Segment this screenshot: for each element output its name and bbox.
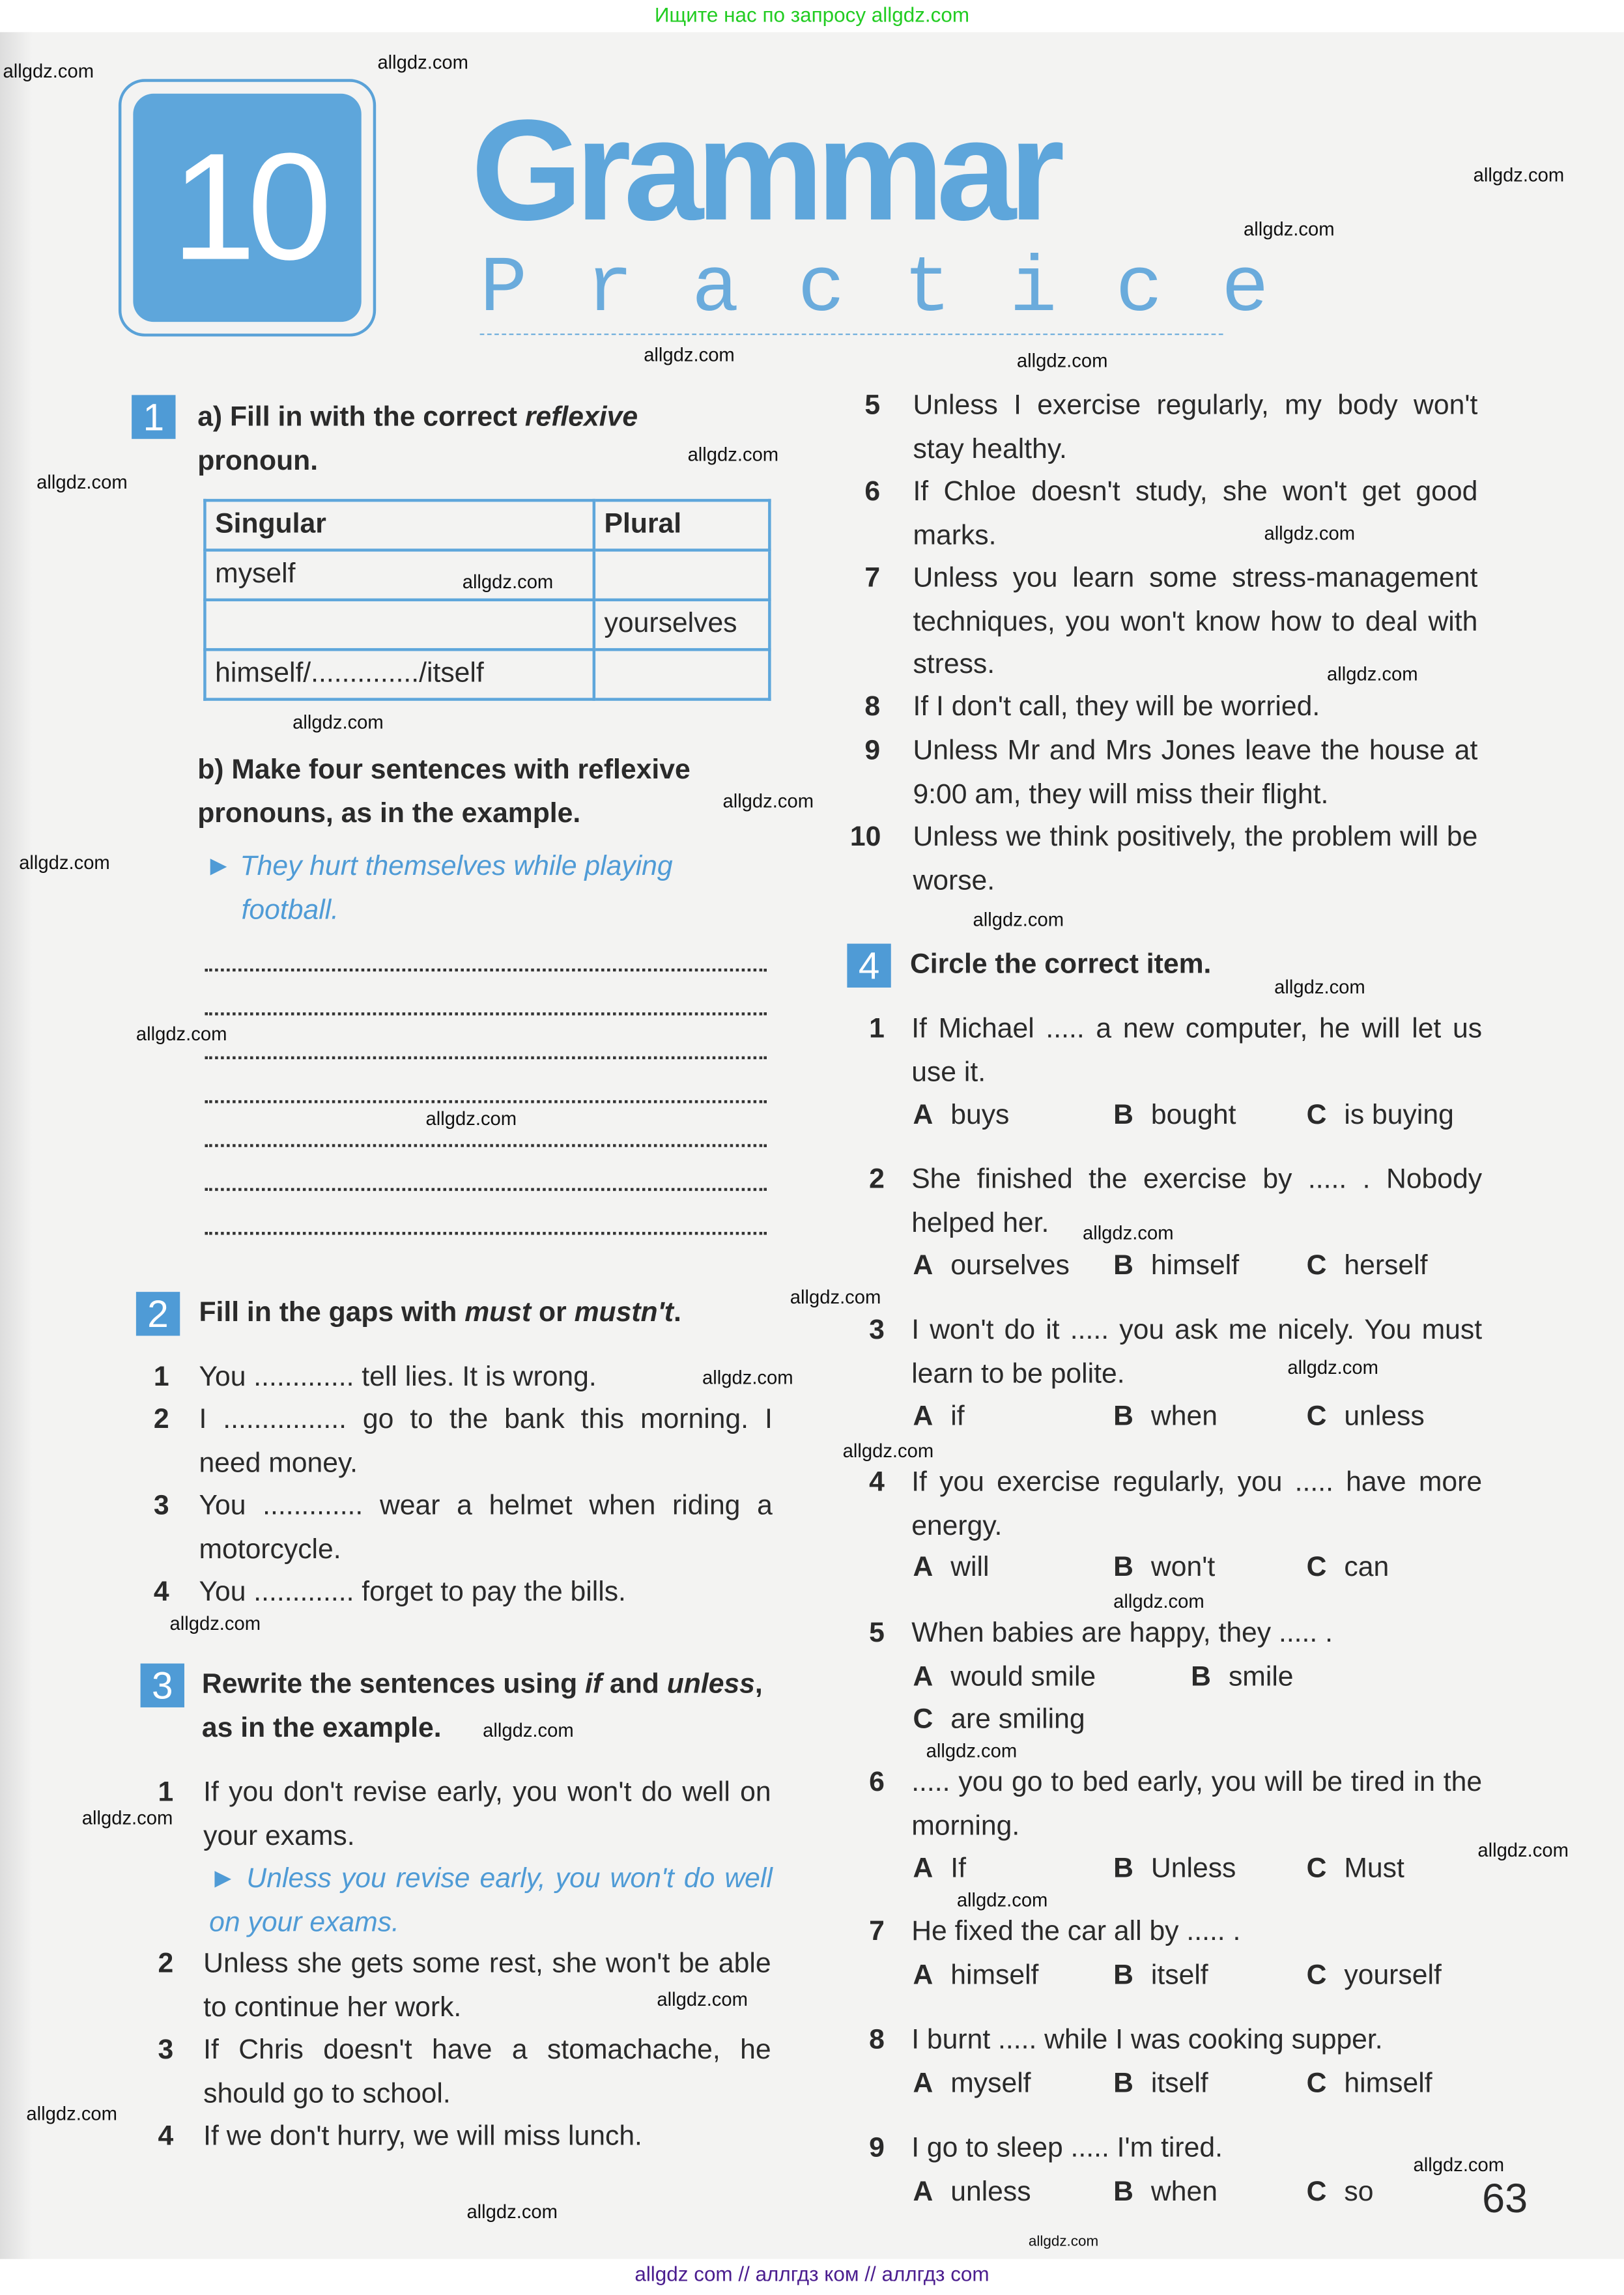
option-letter: A (913, 1401, 933, 1433)
s2-heading-text: Fill in the gaps with (199, 1298, 465, 1329)
watermark: allgdz.com (1016, 349, 1108, 372)
option-letter: B (1113, 2068, 1133, 2100)
s4-question: When babies are happy, they ..... . (911, 1618, 1333, 1649)
watermark: allgdz.com (1473, 164, 1565, 186)
s3-heading-text: and (602, 1669, 667, 1700)
top-banner: Ищите нас по запросу allgdz.com (654, 3, 970, 27)
item-number: 2 (869, 1164, 885, 1195)
s2-heading-em: mustn't (574, 1298, 674, 1329)
title-practice: Practice (479, 246, 1328, 335)
option-text: If (950, 1853, 966, 1885)
option-letter: C (1306, 2176, 1327, 2208)
s3-heading-em: if (585, 1669, 603, 1700)
watermark: allgdz.com (1244, 218, 1335, 240)
table-cell: yourselves (594, 600, 770, 649)
answer-line (205, 1188, 766, 1191)
arrow-icon: ► (209, 1864, 237, 1895)
s4-question: I won't do it ..... you ask me nicely. You must learn to be polite. (911, 1315, 1483, 1390)
item-number: 9 (869, 2133, 885, 2164)
watermark: allgdz.com (26, 2102, 117, 2125)
answer-option[interactable] (1113, 1094, 1236, 1137)
item-number: 4 (153, 1577, 169, 1608)
s4-question: If Michael ..... a new computer, he will let us use it. (911, 1014, 1483, 1088)
watermark: allgdz.com (1413, 2153, 1505, 2176)
title-divider (480, 334, 1223, 335)
watermark: allgdz.com (462, 570, 554, 593)
watermark: allgdz.com (292, 711, 384, 734)
s3-item: Unless she gets some rest, she won't be able to continue her work. (203, 1948, 771, 2023)
option-text: itself (1150, 2068, 1208, 2100)
option-text: unless (950, 2176, 1031, 2208)
item-number: 8 (864, 692, 881, 723)
option-text: won't (1150, 1552, 1216, 1584)
option-text: are smiling (950, 1704, 1085, 1735)
watermark: allgdz.com (1028, 2234, 1099, 2251)
item-number: 10 (849, 822, 881, 853)
watermark: allgdz.com (1274, 976, 1365, 998)
table-cell: himself/............../itself (205, 649, 593, 699)
answer-line (205, 1012, 766, 1015)
answer-option[interactable] (1113, 1245, 1239, 1288)
option-letter: C (1306, 1251, 1327, 1282)
item-number: 1 (153, 1361, 169, 1393)
s2-item: You ............. wear a helmet when riding a motorcycle. (199, 1490, 773, 1565)
answer-option[interactable] (1307, 2171, 1374, 2214)
watermark: allgdz.com (1477, 1839, 1569, 1861)
watermark: allgdz.com (926, 1739, 1018, 1762)
option-letter: B (1113, 1100, 1133, 1132)
answer-option[interactable] (1307, 1848, 1404, 1891)
table-cell-blank (594, 550, 770, 599)
answer-line (205, 1232, 766, 1234)
s1-heading-text: a) Fill in with the correct (197, 402, 525, 433)
s2-heading (199, 1292, 681, 1335)
answer-option[interactable] (913, 2171, 1031, 2214)
watermark: allgdz.com (483, 1718, 574, 1741)
s3-item: Unless you learn some stress-management techniques, you won't know how to deal with stress. (913, 563, 1478, 681)
s3-heading-line2: as in the example. (201, 1713, 442, 1745)
s4-heading: Circle the correct item. (909, 949, 1212, 980)
section-number-1: 1 (132, 395, 175, 438)
s1-heading-b: b) Make four sentences with reflexive (197, 754, 691, 786)
s1-heading-a-line2: pronoun. (197, 446, 319, 478)
option-text: buys (950, 1100, 1010, 1132)
answer-option[interactable] (913, 1396, 964, 1439)
bottom-banner: allgdz com // аллгдз ком // аллгдз com (634, 2262, 990, 2286)
option-letter: C (1306, 2068, 1327, 2100)
option-text: if (950, 1401, 965, 1433)
table-header: Plural (594, 500, 770, 550)
s4-question: She finished the exercise by ..... . Nobody helped her. (911, 1164, 1483, 1239)
item-number: 5 (869, 1618, 885, 1649)
s4-question: If you exercise regularly, you ..... have more energy. (911, 1467, 1483, 1542)
item-number: 2 (153, 1404, 169, 1436)
s3-item: If I don't call, they will be worried. (913, 692, 1320, 723)
answer-option[interactable] (1113, 2063, 1208, 2106)
answer-option[interactable] (913, 1848, 966, 1891)
s3-heading-em: unless (666, 1669, 755, 1700)
section-number-3: 3 (141, 1664, 184, 1707)
item-number: 7 (864, 563, 881, 594)
item-number: 1 (158, 1777, 174, 1808)
watermark: allgdz.com (702, 1366, 793, 1389)
table-header: Singular (205, 500, 593, 550)
answer-line (205, 969, 766, 971)
watermark: allgdz.com (722, 790, 814, 812)
option-letter: A (913, 1853, 933, 1885)
s3-heading-text: Rewrite the sentences using (201, 1669, 586, 1700)
option-letter: B (1191, 1662, 1212, 1693)
s3-item: Unless I exercise regularly, my body won't stay healthy. (913, 390, 1478, 465)
option-text: so (1344, 2176, 1374, 2208)
answer-option[interactable] (913, 1547, 989, 1589)
option-text: would smile (950, 1662, 1096, 1693)
s2-heading-text: . (673, 1298, 681, 1329)
watermark: allgdz.com (19, 851, 110, 874)
unit-number: 10 (133, 94, 361, 322)
watermark: allgdz.com (956, 1889, 1048, 1911)
s2-item: You ............. tell lies. It is wrong. (199, 1361, 597, 1393)
option-text: ourselves (950, 1251, 1070, 1282)
option-text: unless (1344, 1401, 1425, 1433)
item-number: 2 (158, 1948, 174, 1980)
answer-option[interactable] (1307, 1094, 1454, 1137)
option-text: Unless (1150, 1853, 1236, 1885)
s3-item: If we don't hurry, we will miss lunch. (203, 2121, 642, 2152)
s3-item: Unless we think positively, the problem will be worse. (913, 822, 1478, 896)
s1-heading-em: reflexive (524, 402, 638, 433)
option-text: can (1344, 1552, 1389, 1584)
table-row (205, 649, 769, 699)
watermark: allgdz.com (790, 1286, 881, 1308)
watermark: allgdz.com (135, 1022, 227, 1045)
option-letter: A (913, 2068, 933, 2100)
answer-option[interactable] (1307, 1396, 1425, 1439)
option-text: smile (1228, 1662, 1294, 1693)
option-text: is buying (1344, 1100, 1454, 1132)
answer-option[interactable] (1307, 1955, 1442, 1998)
option-text: herself (1344, 1251, 1428, 1282)
watermark: allgdz.com (36, 471, 128, 493)
item-number: 7 (869, 1917, 885, 1948)
watermark: allgdz.com (377, 51, 469, 74)
item-number: 6 (869, 1767, 885, 1799)
s1-heading-b-line2: pronouns, as in the example. (197, 799, 581, 830)
answer-option[interactable] (1191, 1656, 1293, 1699)
s4-question: I go to sleep ..... I'm tired. (911, 2133, 1223, 2164)
answer-option[interactable] (1307, 1245, 1428, 1288)
s4-question: ..... you go to bed early, you will be tired in the morning. (911, 1767, 1483, 1842)
watermark: allgdz.com (687, 443, 779, 466)
section-number-2: 2 (136, 1292, 180, 1335)
answer-option[interactable] (913, 1955, 1038, 1998)
option-letter: B (1113, 1853, 1133, 1885)
table-cell-blank (205, 600, 593, 649)
item-number: 4 (869, 1467, 885, 1498)
unit-number-badge (119, 79, 376, 336)
s3-example-text: Unless you revise early, you won't do well on your exams. (209, 1864, 773, 1938)
answer-line (205, 1144, 766, 1147)
s3-example (209, 1858, 773, 1945)
s1-heading-a (197, 397, 638, 440)
option-letter: B (1113, 1251, 1133, 1282)
answer-option[interactable] (913, 2063, 1031, 2106)
option-text: will (950, 1552, 990, 1584)
option-text: myself (950, 2068, 1031, 2100)
answer-option[interactable] (1113, 1396, 1218, 1439)
s3-heading (202, 1664, 763, 1707)
arrow-icon: ► (205, 851, 233, 883)
table-cell-blank (594, 649, 770, 699)
option-text: himself (1344, 2068, 1432, 2100)
answer-option[interactable] (913, 1094, 1009, 1137)
option-text: himself (950, 1960, 1039, 1991)
answer-option[interactable] (1113, 2171, 1218, 2214)
watermark: allgdz.com (1082, 1221, 1174, 1244)
item-number: 3 (153, 1490, 169, 1522)
s1-example (205, 846, 672, 889)
watermark: allgdz.com (1264, 522, 1356, 545)
s3-item: Unless Mr and Mrs Jones leave the house at 9:00 am, they will miss their flight. (913, 735, 1478, 810)
item-number: 4 (158, 2121, 174, 2152)
s4-question: I burnt ..... while I was cooking supper. (911, 2025, 1383, 2056)
item-number: 5 (864, 390, 881, 421)
table-header-row (205, 500, 769, 550)
option-text: himself (1150, 1251, 1240, 1282)
s3-item: If you don't revise early, you won't do well on your exams. (203, 1777, 771, 1852)
watermark: allgdz.com (3, 60, 94, 82)
watermark: allgdz.com (842, 1439, 934, 1462)
option-text: itself (1150, 1960, 1208, 1991)
s2-item: You ............. forget to pay the bills. (199, 1577, 626, 1608)
answer-option[interactable] (1113, 1547, 1215, 1589)
s1-example-text: They hurt themselves while playing (240, 851, 673, 883)
watermark: allgdz.com (466, 2200, 558, 2223)
answer-option[interactable] (913, 1698, 1085, 1741)
option-letter: B (1113, 1401, 1133, 1433)
watermark: allgdz.com (644, 343, 735, 366)
item-number: 8 (869, 2025, 885, 2056)
table-cell: myself (205, 550, 593, 599)
watermark: allgdz.com (1327, 663, 1418, 685)
option-letter: A (913, 1100, 933, 1132)
watermark: allgdz.com (81, 1806, 173, 1829)
option-letter: B (1113, 2176, 1133, 2208)
s3-item: If Chris doesn't have a stomachache, he should go to school. (203, 2035, 771, 2109)
item-number: 1 (869, 1014, 885, 1045)
option-letter: A (913, 1662, 933, 1693)
s3-heading-text: , (754, 1669, 763, 1700)
item-number: 6 (864, 477, 881, 508)
option-letter: A (913, 2176, 933, 2208)
option-letter: A (913, 1552, 933, 1584)
option-text: when (1150, 2176, 1218, 2208)
page-spine-shadow (0, 32, 32, 2259)
watermark: allgdz.com (1287, 1356, 1378, 1378)
watermark: allgdz.com (1113, 1590, 1204, 1612)
option-letter: C (1306, 1853, 1327, 1885)
watermark: allgdz.com (169, 1612, 261, 1634)
table-row (205, 600, 769, 649)
answer-option[interactable] (1113, 1955, 1208, 1998)
watermark: allgdz.com (973, 908, 1064, 931)
option-text: Must (1344, 1853, 1404, 1885)
option-letter: C (1306, 1960, 1327, 1991)
option-letter: B (1113, 1552, 1133, 1584)
answer-option[interactable] (913, 1245, 1069, 1288)
answer-option[interactable] (1307, 1547, 1389, 1589)
option-text: when (1150, 1401, 1218, 1433)
section-number-4: 4 (847, 944, 890, 988)
s2-item: I ................ go to the bank this morning. I need money. (199, 1404, 773, 1479)
option-letter: C (1306, 1552, 1327, 1584)
answer-option[interactable] (913, 1656, 1096, 1699)
s3-item: If Chloe doesn't study, she won't get good marks. (913, 477, 1478, 551)
option-letter: C (1306, 1401, 1327, 1433)
item-number: 3 (158, 2035, 174, 2066)
s1-example-line2: football. (241, 895, 339, 926)
answer-option[interactable] (1113, 1848, 1236, 1891)
s2-heading-text: or (531, 1298, 575, 1329)
reflexive-pronoun-table (203, 499, 771, 701)
title-grammar: Grammar (471, 89, 1058, 251)
option-letter: A (913, 1960, 933, 1991)
watermark: allgdz.com (425, 1107, 517, 1130)
answer-line (205, 1100, 766, 1103)
watermark: allgdz.com (657, 1988, 748, 2010)
answer-option[interactable] (1307, 2063, 1432, 2106)
s4-question: He fixed the car all by ..... . (911, 1917, 1241, 1948)
item-number: 3 (869, 1315, 885, 1347)
option-letter: C (1306, 1100, 1327, 1132)
item-number: 9 (864, 735, 881, 767)
s2-heading-em: must (464, 1298, 532, 1329)
option-letter: A (913, 1251, 933, 1282)
option-letter: B (1113, 1960, 1133, 1991)
page-number: 63 (1482, 2175, 1528, 2221)
answer-line (205, 1057, 766, 1059)
option-text: yourself (1344, 1960, 1442, 1991)
option-letter: C (913, 1704, 933, 1735)
option-text: bought (1150, 1100, 1236, 1132)
